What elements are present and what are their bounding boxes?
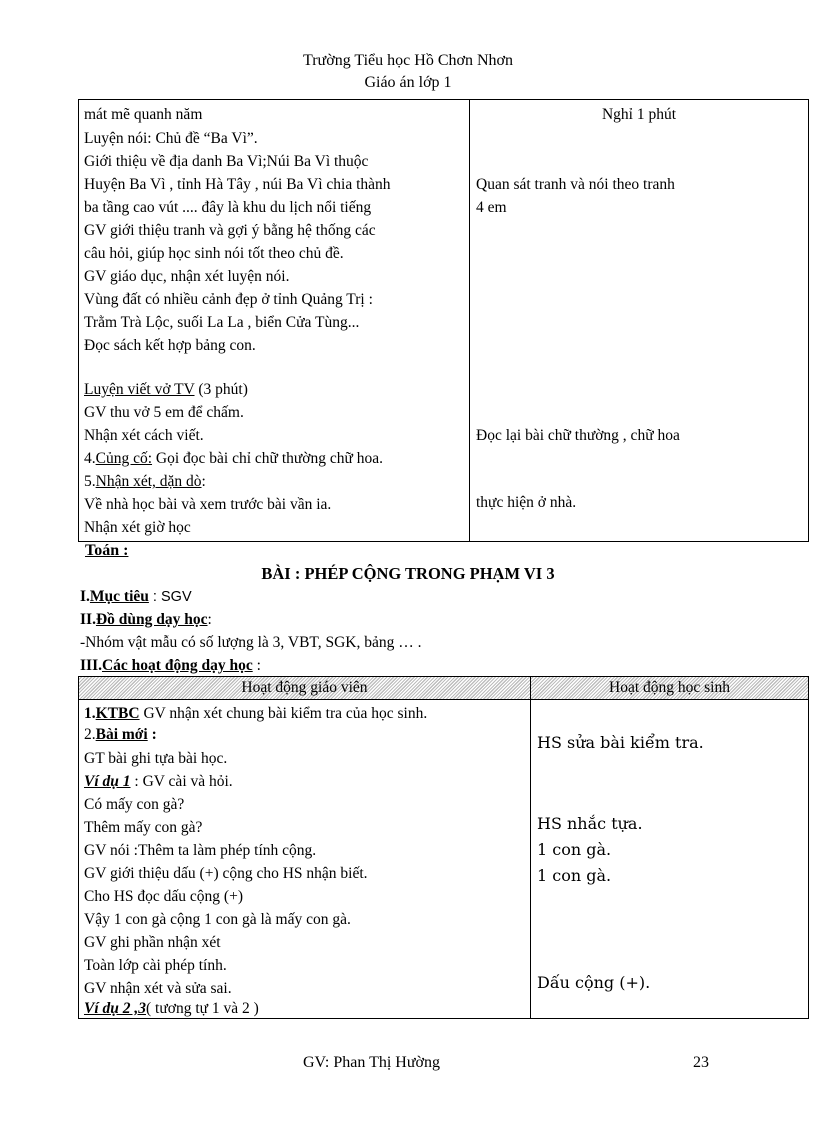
- text-line: mát mẽ quanh năm: [84, 106, 203, 123]
- text-line: Vậy 1 con gà cộng 1 con gà là mấy con gà.: [84, 911, 351, 928]
- text-line: Có mấy con gà?: [84, 796, 185, 813]
- cung-co-line: 4.Củng cố: Gọi đọc bài chỉ chữ thường chữ hoa.: [84, 450, 384, 467]
- text-line: GV thu vở 5 em để chấm.: [84, 404, 244, 421]
- footer-teacher: GV: Phan Thị Hường: [303, 1054, 440, 1071]
- rest-note: Nghỉ 1 phút: [601, 106, 677, 123]
- text-line: GV giáo dục, nhận xét luyện nói.: [84, 268, 290, 285]
- bai-moi-line: 2.Bài mới :: [84, 726, 157, 743]
- reread-note: Đọc lại bài chữ thường , chữ hoa: [476, 427, 680, 444]
- text-line: Huyện Ba Vì , tỉnh Hà Tây , núi Ba Vì chia thành: [84, 176, 391, 193]
- text-line: Cho HS đọc dấu cộng (+): [84, 888, 243, 905]
- text-line: Toàn lớp cài phép tính.: [84, 957, 227, 974]
- text-line: GV nhận xét và sửa sai.: [84, 980, 232, 997]
- objective-line: I.Mục tiêu : SGV: [80, 588, 192, 605]
- text-line: Thêm mấy con gà?: [84, 819, 203, 836]
- text-line: câu hỏi, giúp học sinh nói tốt theo chủ đề.: [84, 245, 344, 262]
- table-divider: [469, 99, 470, 542]
- student-plus-sign: Dấu cộng (+).: [537, 973, 651, 992]
- cung-co-label: Củng cố:: [95, 450, 153, 467]
- text-line: GV ghi phần nhận xét: [84, 934, 221, 951]
- student-repeat-title: HS nhắc tựa.: [537, 814, 643, 833]
- student-answer: 1 con gà.: [537, 840, 612, 859]
- teacher-column-header: Hoạt động giáo viên: [241, 679, 368, 696]
- nhan-xet-line: 5.Nhận xét, dặn dò:: [84, 473, 206, 490]
- luyen-viet-label: Luyện viết vở TV: [84, 381, 195, 398]
- text-line: GT bài ghi tựa bài học.: [84, 750, 228, 767]
- text-line: GV giới thiệu tranh và gợi ý bằng hệ thống các: [84, 222, 376, 239]
- ktbc-label: KTBC: [95, 705, 140, 722]
- text-line: Về nhà học bài và xem trước bài vần ia.: [84, 496, 332, 513]
- header-rule: [78, 699, 809, 700]
- activities-heading: III.Các hoạt động dạy học :: [80, 657, 261, 674]
- student-column-header: Hoạt động học sinh: [609, 679, 730, 696]
- vidu23-label: Ví dụ 2 ,3: [84, 1000, 147, 1017]
- materials-list: -Nhóm vật mẫu có số lượng là 3, VBT, SGK, bảng … .: [80, 634, 422, 651]
- objective-label: Mục tiêu: [89, 588, 149, 605]
- text-line: GV nói :Thêm ta làm phép tính cộng.: [84, 842, 317, 859]
- text-line: Giới thiệu về địa danh Ba Vì;Núi Ba Vì thuộc: [84, 153, 369, 170]
- four-students: 4 em: [476, 199, 507, 216]
- subject-heading: Toán :: [85, 542, 129, 559]
- text-line: Trằm Trà Lộc, suối La La , biển Cửa Tùng...: [84, 314, 360, 331]
- page-number: 23: [693, 1054, 709, 1071]
- student-fix-test: HS sửa bài kiểm tra.: [537, 733, 704, 752]
- materials-heading: II.Đồ dùng dạy học:: [80, 611, 212, 628]
- text-line: Đọc sách kết hợp bảng con.: [84, 337, 256, 354]
- materials-label: Đồ dùng dạy học: [95, 611, 208, 628]
- ktbc-line: 1.KTBC GV nhận xét chung bài kiểm tra của học sinh.: [84, 705, 428, 722]
- school-name: Trường Tiểu học Hồ Chơn Nhơn: [303, 52, 513, 69]
- vidu1-line: Ví dụ 1 : GV cài và hỏi.: [84, 773, 233, 790]
- text-line: GV giới thiệu dấu (+) cộng cho HS nhận biết.: [84, 865, 368, 882]
- nhan-xet-label: Nhận xét, dặn dò: [95, 473, 202, 490]
- student-answer: 1 con gà.: [537, 866, 612, 885]
- activities-label: Các hoạt động dạy học: [101, 657, 253, 674]
- observe-note: Quan sát tranh và nói theo tranh: [476, 176, 675, 193]
- lesson-title: BÀI : PHÉP CỘNG TRONG PHẠM VI 3: [261, 564, 555, 583]
- text-line: Nhận xét giờ học: [84, 519, 191, 536]
- bai-moi-label: Bài mới: [95, 726, 148, 743]
- text-line: Nhận xét cách viết.: [84, 427, 204, 444]
- text-line: Vùng đất có nhiều cảnh đẹp ở tỉnh Quảng Trị :: [84, 291, 373, 308]
- vidu23-line: Ví dụ 2 ,3( tương tự 1 và 2 ): [84, 1000, 259, 1017]
- table-divider: [530, 676, 531, 1019]
- grade-title: Giáo án lớp 1: [364, 74, 452, 91]
- home-note: thực hiện ở nhà.: [476, 494, 577, 511]
- luyen-viet-line: [84, 378, 248, 401]
- luyen-viet-time: (3 phút): [194, 381, 248, 398]
- text-line: Luyện nói: Chủ đề “Ba Vì”.: [84, 130, 258, 147]
- vidu1-label: Ví dụ 1: [84, 773, 131, 790]
- text-line: ba tầng cao vút .... đây là khu du lịch nổi tiếng: [84, 199, 372, 216]
